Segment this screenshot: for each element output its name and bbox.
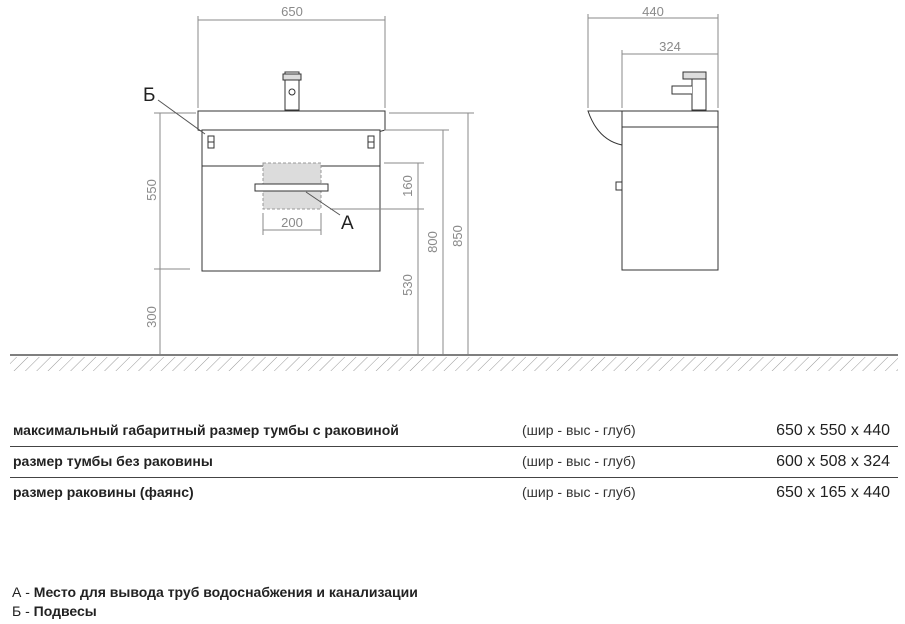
dim-width-650: 650 <box>281 4 303 19</box>
dim-inner-530: 530 <box>400 274 415 296</box>
spec-axes: (шир - выс - глуб) <box>522 453 636 469</box>
spec-row <box>10 447 898 478</box>
front-view <box>198 72 385 271</box>
spec-name: размер раковины (фаянс) <box>13 484 194 500</box>
spec-axes: (шир - выс - глуб) <box>522 484 636 500</box>
cabinet-side <box>622 127 718 270</box>
label-b: Б <box>143 85 156 106</box>
drawer-knob-side <box>616 182 622 190</box>
dim-opening-200: 200 <box>281 215 303 230</box>
legend <box>12 583 418 621</box>
spec-value: 600 x 508 x 324 <box>776 453 890 470</box>
legend-text: Место для вывода труб водоснабжения и канализации <box>33 584 418 600</box>
spec-table <box>10 416 898 508</box>
spec-name: максимальный габаритный размер тумбы с раковиной <box>13 422 399 438</box>
dim-height-550: 550 <box>144 179 159 201</box>
floor-line <box>10 355 898 371</box>
dim-basin-850: 850 <box>450 225 465 247</box>
dim-depth-440: 440 <box>642 4 664 19</box>
spec-axes: (шир - выс - глуб) <box>522 422 636 438</box>
dim-drawer-160: 160 <box>400 175 415 197</box>
faucet-icon <box>283 72 301 110</box>
dim-mount-300: 300 <box>144 306 159 328</box>
legend-key: А - <box>12 584 30 600</box>
side-view <box>588 72 718 270</box>
legend-item-a <box>12 583 418 602</box>
dim-cabinet-800: 800 <box>425 231 440 253</box>
spec-row <box>10 478 898 508</box>
drawer-handle <box>255 184 328 191</box>
spec-row <box>10 416 898 447</box>
legend-text: Подвесы <box>33 603 97 619</box>
spec-value: 650 x 165 x 440 <box>776 484 890 501</box>
legend-key: Б - <box>12 603 30 619</box>
spec-name: размер тумбы без раковины <box>13 453 213 469</box>
spec-value: 650 x 550 x 440 <box>776 422 890 439</box>
dim-cabinet-depth-324: 324 <box>659 39 681 54</box>
faucet-side-icon <box>672 72 706 110</box>
label-a: А <box>341 213 354 234</box>
legend-item-b <box>12 602 418 621</box>
